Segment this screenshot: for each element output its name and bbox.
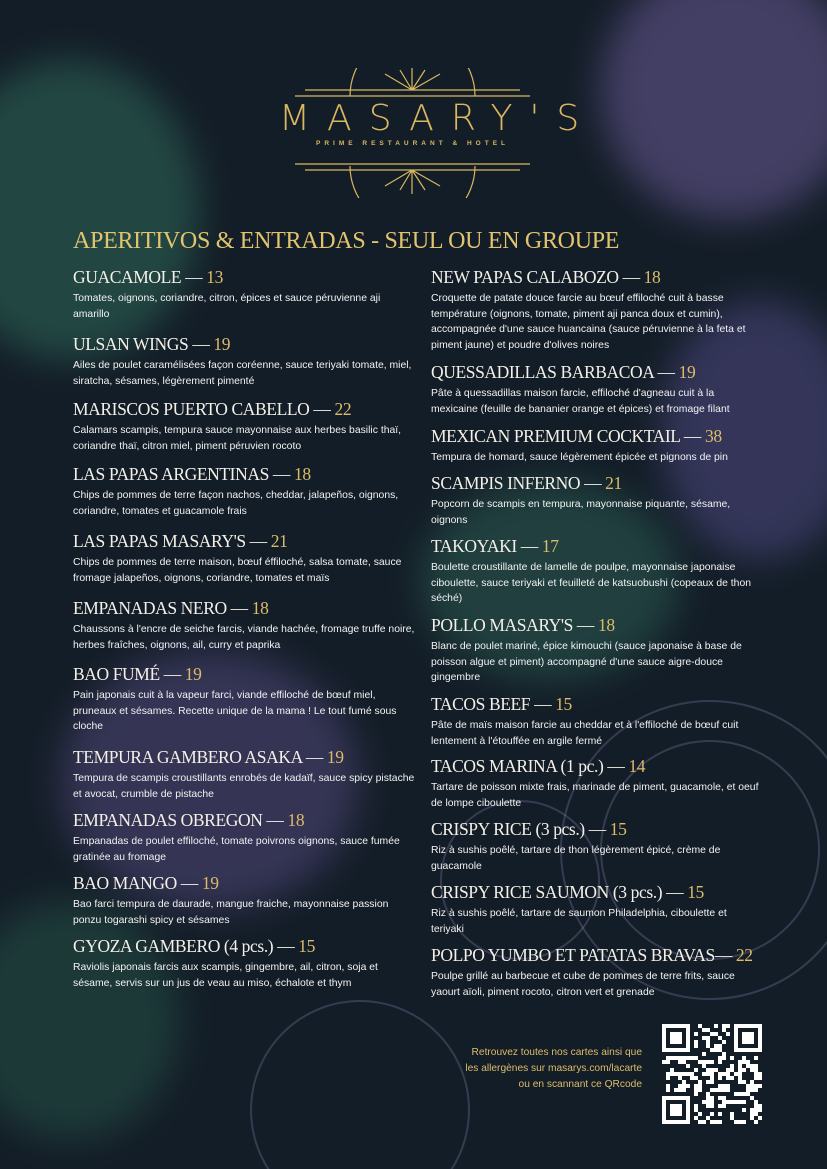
item-price: 18 — [293, 464, 311, 484]
item-name — [73, 747, 418, 767]
item-name — [431, 945, 761, 965]
item-price: 15 — [609, 819, 627, 839]
item-price: 18 — [643, 267, 661, 287]
item-price: 38 — [704, 426, 722, 446]
item-title: GUACAMOLE — — [73, 267, 207, 287]
menu-item — [431, 694, 761, 749]
item-description: Chips de pommes de terre façon nachos, cheddar, jalapeños, oignons, coriandre, tomates et guacamole frais — [73, 490, 399, 517]
item-price: 14 — [628, 756, 646, 776]
item-title: ULSAN WINGS — — [73, 334, 214, 354]
item-price: 15 — [555, 694, 572, 714]
item-description: Blanc de poulet mariné, épice kimouchi (sauce japonaise à base de poisson algue et piment) accompagné d'une sauce aigre-douce gingembre — [431, 641, 742, 683]
item-name — [73, 873, 418, 893]
item-description: Ailes de poulet caramélisées façon coréenne, sauce teriyaki tomate, miel, siratcha, sésames, légèrement pimenté — [73, 360, 412, 387]
item-price: 19 — [213, 334, 231, 354]
footer-note — [430, 1045, 642, 1093]
item-title: TACOS BEEF — — [431, 694, 556, 714]
section-title: APERITIVOS & ENTRADAS - SEUL OU EN GROUPE — [73, 228, 620, 254]
item-price: 21 — [270, 531, 288, 551]
menu-item — [73, 664, 418, 735]
menu-item — [431, 756, 761, 811]
item-title: GYOZA GAMBERO (4 pcs.) — — [73, 936, 299, 956]
item-price: 22 — [334, 399, 352, 419]
item-description: Croquette de patate douce farcie au bœuf effiloché cuit à basse température (oignons, tomate, piment aji panca doux et cumin), accompagnée d'une sauce huancaina (sauce péruvienne à la feta et piment jaune) et poudre d'olives noires — [431, 293, 746, 351]
item-price: 22 — [735, 945, 753, 965]
menu-item — [431, 473, 761, 528]
item-name — [431, 615, 761, 635]
logo-name: MASARY'S — [279, 98, 597, 139]
item-name — [431, 536, 761, 556]
item-description: Calamars scampis, tempura sauce mayonnaise aux herbes basilic thaï, coriandre thaï, citron miel, piment péruvien rocoto — [73, 425, 402, 452]
item-title: LAS PAPAS MASARY'S — — [73, 531, 271, 551]
item-name — [73, 598, 418, 618]
menu-item — [431, 267, 761, 353]
menu-item — [73, 598, 418, 653]
item-title: EMPANADAS NERO — — [73, 598, 252, 618]
item-price: 19 — [184, 664, 202, 684]
item-name — [431, 362, 761, 382]
menu-item — [73, 334, 418, 389]
item-name — [431, 882, 761, 902]
item-description: Chips de pommes de terre maison, bœuf éffiloché, salsa tomate, sauce fromage jalapeños, oignons, coriandre, tomates et maïs — [73, 557, 402, 584]
item-price: 19 — [326, 747, 344, 767]
item-name — [431, 756, 761, 776]
item-description: Raviolis japonais farcis aux scampis, gingembre, ail, citron, soja et sésame, servis sur un jus de veau au miso, échalote et thym — [73, 962, 378, 989]
item-name — [73, 464, 418, 484]
item-title: TEMPURA GAMBERO ASAKA — — [73, 747, 327, 767]
item-description: Tempura de homard, sauce légèrement épicée et pignons de pin — [431, 452, 728, 463]
footer-line-3: ou en scannant ce QRcode — [518, 1079, 642, 1090]
menu-item — [431, 819, 761, 874]
qr-code[interactable] — [662, 1024, 762, 1124]
item-description: Bao farci tempura de daurade, mangue fraiche, mayonnaise passion ponzu togarashi spicy et sésames — [73, 899, 389, 926]
item-price: 19 — [678, 362, 696, 382]
item-name — [431, 426, 761, 446]
item-title: TAKOYAKI — — [431, 536, 542, 556]
item-price: 15 — [298, 936, 315, 956]
item-description: Tomates, oignons, coriandre, citron, épices et sauce péruvienne aji amarillo — [73, 293, 381, 320]
item-name — [431, 473, 761, 493]
menu-item — [73, 531, 418, 586]
item-title: BAO MANGO — — [73, 873, 202, 893]
footer-line-1: Retrouvez toutes nos cartes ainsi que — [471, 1047, 642, 1058]
item-name — [431, 267, 761, 287]
item-price: 19 — [201, 873, 219, 893]
item-title: TACOS MARINA (1 pc.) — — [431, 756, 629, 776]
item-price: 17 — [541, 536, 559, 556]
item-title: NEW PAPAS CALABOZO — — [431, 267, 644, 287]
item-name — [73, 531, 418, 551]
item-price: 21 — [605, 473, 622, 493]
menu-item — [73, 873, 418, 928]
logo-tagline: PRIME RESTAURANT & HOTEL — [315, 140, 510, 147]
item-title: EMPANADAS OBREGON — — [73, 810, 288, 830]
item-name — [73, 399, 418, 419]
item-price: 18 — [598, 615, 615, 635]
item-name — [73, 334, 418, 354]
item-name — [73, 267, 418, 287]
menu-item — [431, 615, 761, 686]
item-title: POLPO YUMBO ET PATATAS BRAVAS— — [431, 945, 736, 965]
item-name — [431, 819, 761, 839]
item-title: MEXICAN PREMIUM COCKTAIL — — [431, 426, 705, 446]
item-description: Pain japonais cuit à la vapeur farci, viande effiloché de bœuf miel, pruneaux et sésames. Recette unique de la mama ! Le tout fumé sous cloche — [73, 690, 397, 732]
item-description: Poulpe grillé au barbecue et cube de pommes de terre frits, sauce yaourt aïoli, piment rocoto, citron vert et grenade — [431, 971, 735, 998]
item-title: LAS PAPAS ARGENTINAS — — [73, 464, 294, 484]
menu-item — [431, 882, 761, 937]
item-title: CRISPY RICE (3 pcs.) — — [431, 819, 610, 839]
item-title: CRISPY RICE SAUMON (3 pcs.) — — [431, 882, 688, 902]
item-title: BAO FUMÉ — — [73, 664, 185, 684]
item-description: Riz à sushis poêlé, tartare de thon légèrement épicé, crème de guacamole — [431, 845, 721, 872]
item-price: 18 — [287, 810, 305, 830]
item-price: 13 — [206, 267, 223, 287]
menu-item — [431, 536, 761, 607]
item-name — [431, 694, 761, 714]
item-title: MARISCOS PUERTO CABELLO — — [73, 399, 335, 419]
item-description: Boulette croustillante de lamelle de poulpe, mayonnaise japonaise ciboulette, sauce teriyaki et feuilleté de katsuobushi (copeaux de thon séché) — [431, 562, 752, 604]
masarys-logo — [265, 68, 597, 198]
item-price: 18 — [251, 598, 269, 618]
item-name — [73, 936, 418, 956]
menu-item — [73, 747, 418, 802]
item-description: Pâte de maïs maison farcie au cheddar et à l'effiloché de bœuf cuit lentement à l'étouffée en argile fermé — [431, 720, 739, 747]
item-title: POLLO MASARY'S — — [431, 615, 599, 635]
item-description: Pâte à quessadillas maison farcie, effiloché d'agneau cuit à la mexicaine (feuille de bananier orange et épices) et fromage filant — [431, 388, 730, 415]
item-title: SCAMPIS INFERNO — — [431, 473, 606, 493]
item-title: QUESSADILLAS BARBACOA — — [431, 362, 679, 382]
item-description: Chaussons à l'encre de seiche farcis, viande hachée, fromage truffe noire, herbes fraîches, oignons, ail, curry et paprika — [73, 624, 415, 651]
menu-item — [73, 810, 418, 865]
menu-item — [73, 464, 418, 519]
item-description: Riz à sushis poêlé, tartare de saumon Philadelphia, ciboulette et teriyaki — [431, 908, 727, 935]
menu-item — [431, 945, 761, 1000]
menu-item — [73, 267, 418, 322]
item-name — [73, 810, 418, 830]
item-description: Empanadas de poulet effiloché, tomate poivrons oignons, sauce fumée gratinée au fromage — [73, 836, 400, 863]
menu-item — [73, 399, 418, 454]
item-description: Popcorn de scampis en tempura, mayonnaise piquante, sésame, oignons — [431, 499, 731, 526]
menu-item — [431, 426, 761, 466]
menu-item — [73, 936, 418, 991]
item-description: Tartare de poisson mixte frais, marinade de piment, guacamole, et oeuf de lompe ciboulette — [431, 782, 759, 809]
footer-line-2: les allergènes sur masarys.com/lacarte — [465, 1063, 642, 1074]
item-price: 15 — [687, 882, 704, 902]
item-description: Tempura de scampis croustillants enrobés de kadaïf, sauce spicy pistache et avocat, crumble de pistache — [73, 773, 415, 800]
menu-item — [431, 362, 761, 417]
item-name — [73, 664, 418, 684]
